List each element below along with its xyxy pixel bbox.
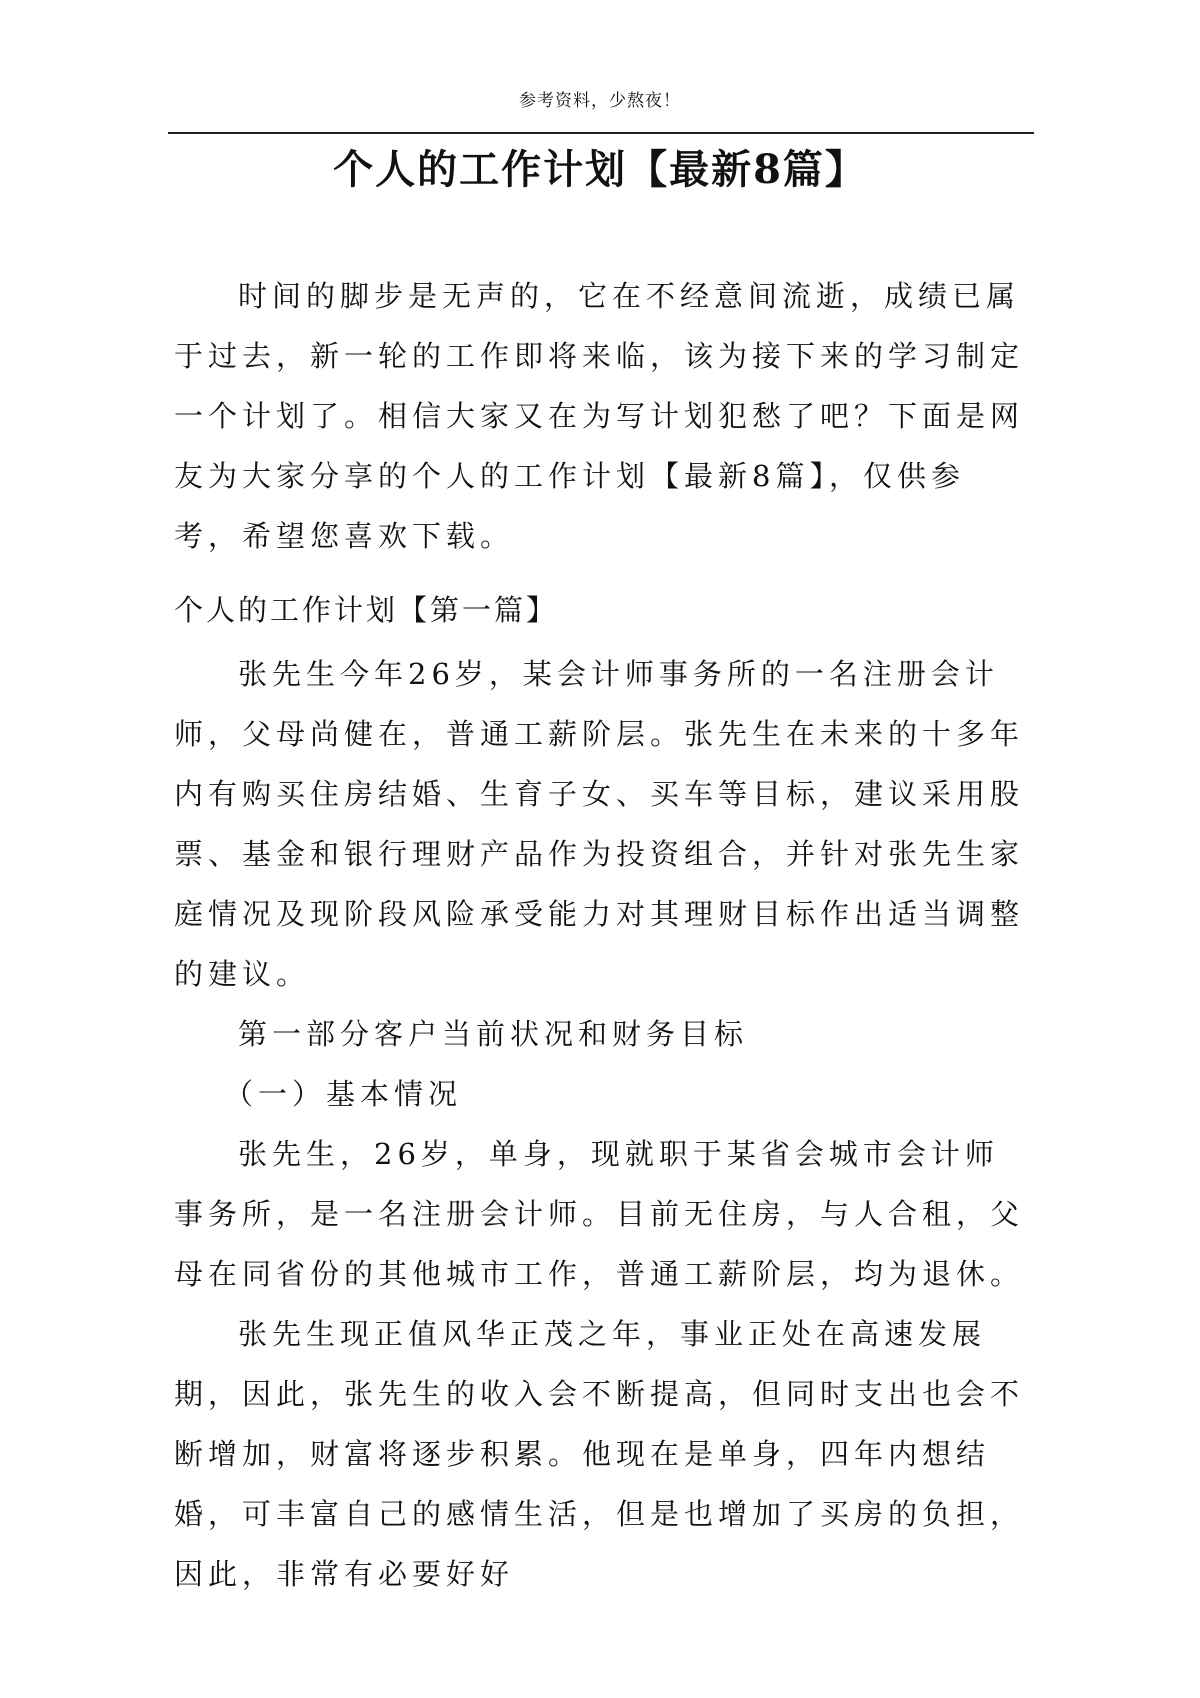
section-heading: 个人的工作计划【第一篇】 — [174, 593, 559, 627]
section-body — [174, 644, 1032, 1604]
subsection-subtitle: （一）基本情况 — [224, 1077, 463, 1111]
intro-paragraph-block — [174, 266, 1032, 566]
subsection-title: 第一部分客户当前状况和财务目标 — [238, 1017, 749, 1051]
body-paragraph: 张先生现正值风华正茂之年，事业正处在高速发展期，因此，张先生的收入会不断提高，但同时支出也会不断增加，财富将逐步积累。他现在是单身，四年内想结婚，可丰富自己的感情生活，但是也增加了买房的负担，因此，非常有必要好好 — [174, 1317, 1025, 1591]
header-divider — [168, 132, 1034, 134]
header-note: 参考资料，少熬夜！ — [519, 91, 681, 111]
body-paragraph: 张先生今年26岁，某会计师事务所的一名注册会计师，父母尚健在，普通工薪阶层。张先生在未来的十多年内有购买住房结婚、生育子女、买车等目标，建议采用股票、基金和银行理财产品作为投资组合，并针对张先生家庭情况及现阶段风险承受能力对其理财目标作出适当调整的建议。 — [174, 657, 1025, 991]
intro-paragraph: 时间的脚步是无声的，它在不经意间流逝，成绩已属于过去，新一轮的工作即将来临，该为接下来的学习制定一个计划了。相信大家又在为写计划犯愁了吧？下面是网友为大家分享的个人的工作计划【最新8篇】，仅供参考，希望您喜欢下载。 — [174, 279, 1025, 553]
body-paragraph: 张先生，26岁，单身，现就职于某省会城市会计师事务所，是一名注册会计师。目前无住房，与人合租，父母在同省份的其他城市工作，普通工薪阶层，均为退休。 — [174, 1137, 1025, 1291]
document-title: 个人的工作计划【最新8篇】 — [333, 146, 867, 193]
